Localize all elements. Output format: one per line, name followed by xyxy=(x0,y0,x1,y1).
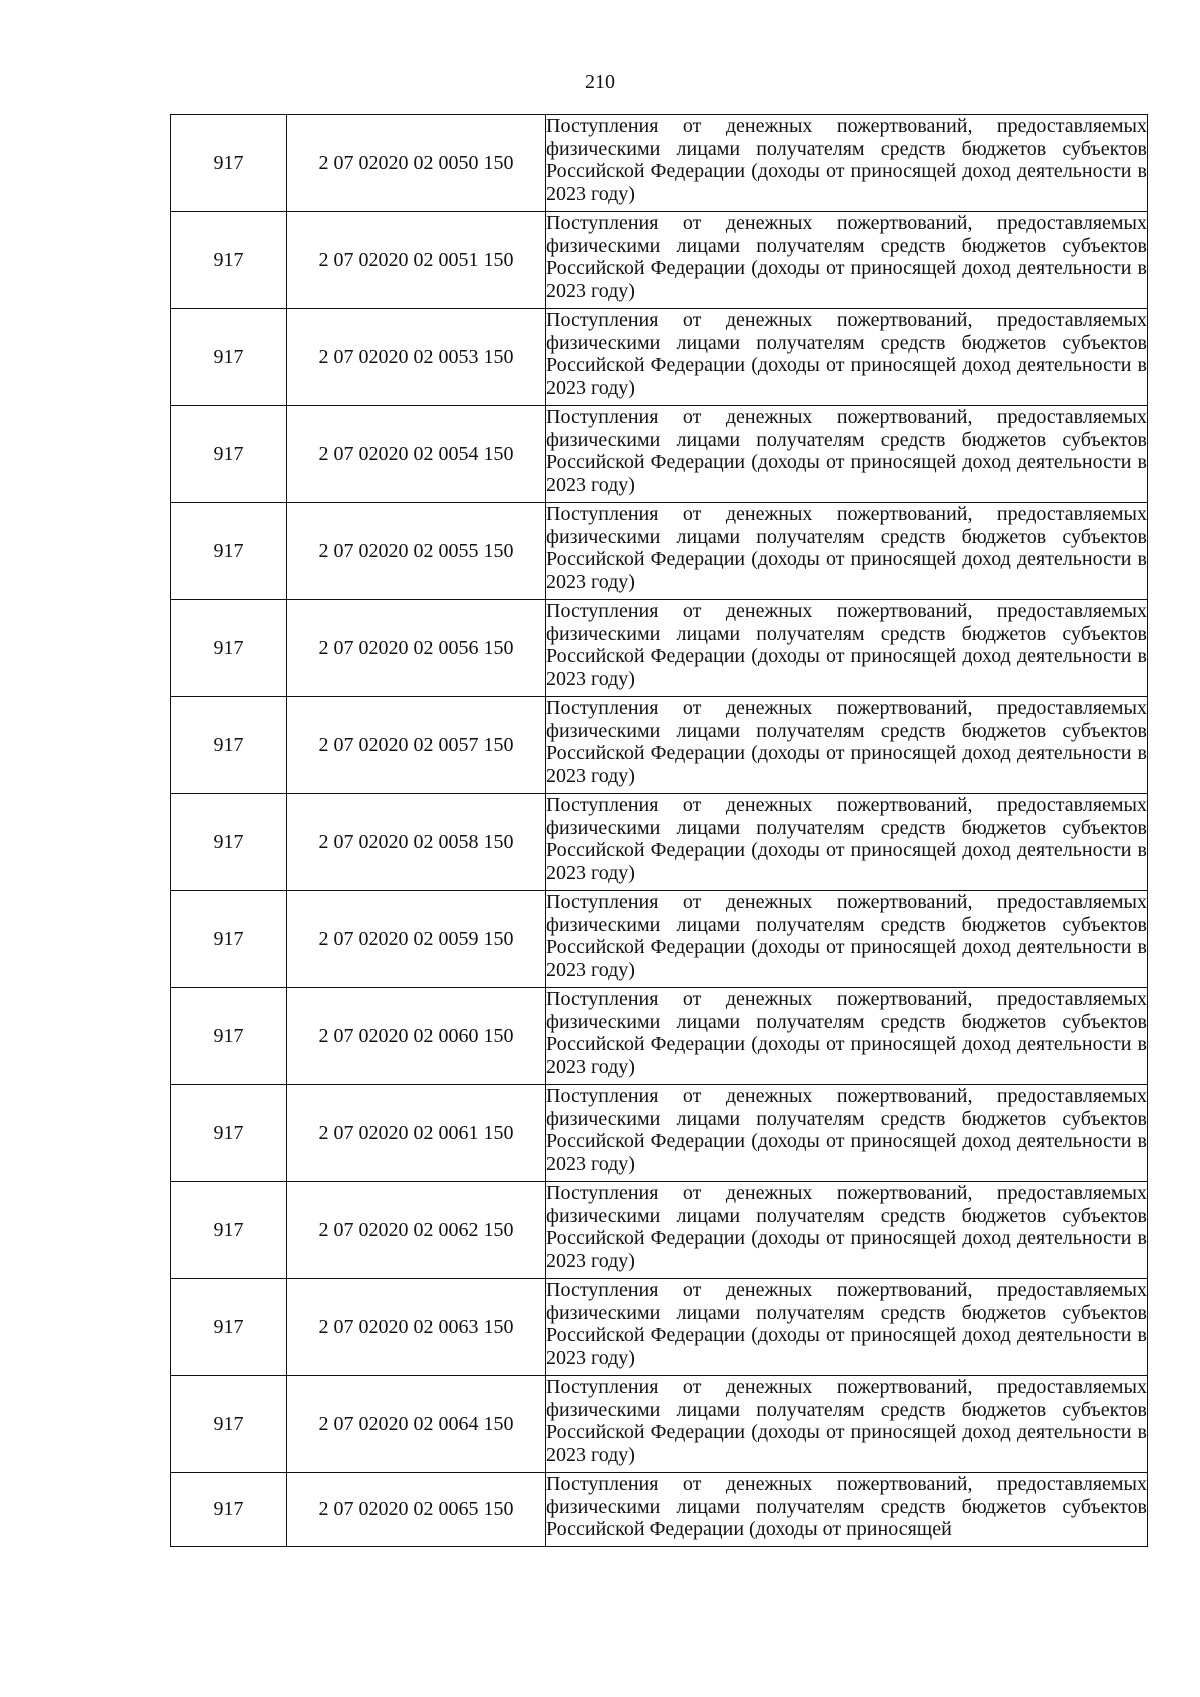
description-cell: Поступления от денежных пожертвований, предоставляемых физическими лицами получателям средств бюджетов субъектов Российской Федерации (доходы от приносящей доход деятельности в 2023 году) xyxy=(546,309,1148,406)
kbk-code-cell: 2 07 02020 02 0063 150 xyxy=(287,1279,546,1376)
description-cell: Поступления от денежных пожертвований, предоставляемых физическими лицами получателям средств бюджетов субъектов Российской Федерации (доходы от приносящей доход деятельности в 2023 году) xyxy=(546,406,1148,503)
kbk-code-cell: 2 07 02020 02 0065 150 xyxy=(287,1473,546,1547)
kbk-code-cell: 2 07 02020 02 0056 150 xyxy=(287,600,546,697)
kbk-code-cell: 2 07 02020 02 0064 150 xyxy=(287,1376,546,1473)
description-cell: Поступления от денежных пожертвований, предоставляемых физическими лицами получателям средств бюджетов субъектов Российской Федерации (доходы от приносящей доход деятельности в 2023 году) xyxy=(546,212,1148,309)
table-row xyxy=(171,794,1148,891)
description-cell: Поступления от денежных пожертвований, предоставляемых физическими лицами получателям средств бюджетов субъектов Российской Федерации (доходы от приносящей доход деятельности в 2023 году) xyxy=(546,794,1148,891)
page-number: 210 xyxy=(585,71,615,93)
table-row xyxy=(171,988,1148,1085)
table-row xyxy=(171,406,1148,503)
table-row xyxy=(171,1473,1148,1547)
admin-code-cell: 917 xyxy=(171,1182,287,1279)
table-row xyxy=(171,309,1148,406)
budget-table xyxy=(170,114,1148,1547)
table-row xyxy=(171,1182,1148,1279)
admin-code-cell: 917 xyxy=(171,1376,287,1473)
description-cell: Поступления от денежных пожертвований, предоставляемых физическими лицами получателям средств бюджетов субъектов Российской Федерации (доходы от приносящей доход деятельности в 2023 году) xyxy=(546,1182,1148,1279)
description-cell: Поступления от денежных пожертвований, предоставляемых физическими лицами получателям средств бюджетов субъектов Российской Федерации (доходы от приносящей доход деятельности в 2023 году) xyxy=(546,1085,1148,1182)
admin-code-cell: 917 xyxy=(171,794,287,891)
table-body xyxy=(171,115,1148,1547)
admin-code-cell: 917 xyxy=(171,891,287,988)
table-row xyxy=(171,115,1148,212)
kbk-code-cell: 2 07 02020 02 0053 150 xyxy=(287,309,546,406)
kbk-code-cell: 2 07 02020 02 0058 150 xyxy=(287,794,546,891)
kbk-code-cell: 2 07 02020 02 0059 150 xyxy=(287,891,546,988)
table-row xyxy=(171,1279,1148,1376)
table-row xyxy=(171,1085,1148,1182)
kbk-code-cell: 2 07 02020 02 0050 150 xyxy=(287,115,546,212)
table-row xyxy=(171,503,1148,600)
table-row xyxy=(171,1376,1148,1473)
description-cell: Поступления от денежных пожертвований, предоставляемых физическими лицами получателям средств бюджетов субъектов Российской Федерации (доходы от приносящей доход деятельности в 2023 году) xyxy=(546,697,1148,794)
description-cell: Поступления от денежных пожертвований, предоставляемых физическими лицами получателям средств бюджетов субъектов Российской Федерации (доходы от приносящей доход деятельности в 2023 году) xyxy=(546,115,1148,212)
admin-code-cell: 917 xyxy=(171,212,287,309)
admin-code-cell: 917 xyxy=(171,600,287,697)
description-cell: Поступления от денежных пожертвований, предоставляемых физическими лицами получателям средств бюджетов субъектов Российской Федерации (доходы от приносящей доход деятельности в 2023 году) xyxy=(546,1376,1148,1473)
admin-code-cell: 917 xyxy=(171,697,287,794)
description-cell: Поступления от денежных пожертвований, предоставляемых физическими лицами получателям средств бюджетов субъектов Российской Федерации (доходы от приносящей доход деятельности в 2023 году) xyxy=(546,891,1148,988)
description-cell: Поступления от денежных пожертвований, предоставляемых физическими лицами получателям средств бюджетов субъектов Российской Федерации (доходы от приносящей доход деятельности в 2023 году) xyxy=(546,1279,1148,1376)
admin-code-cell: 917 xyxy=(171,1085,287,1182)
kbk-code-cell: 2 07 02020 02 0057 150 xyxy=(287,697,546,794)
admin-code-cell: 917 xyxy=(171,1473,287,1547)
admin-code-cell: 917 xyxy=(171,115,287,212)
description-cell: Поступления от денежных пожертвований, предоставляемых физическими лицами получателям средств бюджетов субъектов Российской Федерации (доходы от приносящей доход деятельности в 2023 году) xyxy=(546,503,1148,600)
admin-code-cell: 917 xyxy=(171,1279,287,1376)
admin-code-cell: 917 xyxy=(171,988,287,1085)
table-row xyxy=(171,891,1148,988)
kbk-code-cell: 2 07 02020 02 0055 150 xyxy=(287,503,546,600)
table-row xyxy=(171,697,1148,794)
admin-code-cell: 917 xyxy=(171,503,287,600)
kbk-code-cell: 2 07 02020 02 0060 150 xyxy=(287,988,546,1085)
description-cell: Поступления от денежных пожертвований, предоставляемых физическими лицами получателям средств бюджетов субъектов Российской Федерации (доходы от приносящей доход деятельности в 2023 году) xyxy=(546,988,1148,1085)
description-text: Поступления от денежных пожертвований, предоставляемых физическими лицами получателям средств бюджетов субъектов Российской Федерации (доходы от приносящей xyxy=(546,1473,1147,1541)
admin-code-cell: 917 xyxy=(171,406,287,503)
table-row xyxy=(171,600,1148,697)
kbk-code-cell: 2 07 02020 02 0054 150 xyxy=(287,406,546,503)
kbk-code-cell: 2 07 02020 02 0061 150 xyxy=(287,1085,546,1182)
kbk-code-cell: 2 07 02020 02 0062 150 xyxy=(287,1182,546,1279)
kbk-code-cell: 2 07 02020 02 0051 150 xyxy=(287,212,546,309)
description-cell xyxy=(546,1473,1148,1547)
table-row xyxy=(171,212,1148,309)
admin-code-cell: 917 xyxy=(171,309,287,406)
description-cell: Поступления от денежных пожертвований, предоставляемых физическими лицами получателям средств бюджетов субъектов Российской Федерации (доходы от приносящей доход деятельности в 2023 году) xyxy=(546,600,1148,697)
